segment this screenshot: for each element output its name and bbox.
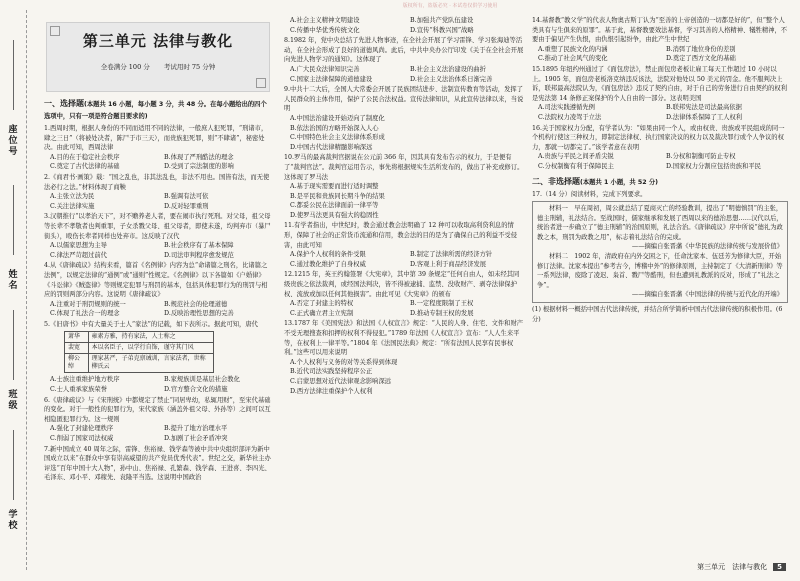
material-two: 材料二 1902 年，清政府在内外交困之下，任命沈家本、伍廷芳为修律大臣，开始修订法律。沈家本提出“参考古今，博稽中外”的修律原则，主持制定了《大清新刑律》等一系列法律，废除了凌迟、枭首、戮尸等酷刑，但也遭到礼教派的反对，形成了“礼法之争”。 [537,253,783,289]
question-stem: 17.（14 分）阅读材料，完成下列要求。 [532,190,647,198]
option[interactable]: C.分权制衡有利于保障民主 [538,162,614,170]
footer-unit: 第三单元 法律与教化 [697,563,768,571]
school-line [13,430,14,500]
question: 16.关于国家权力分配，有学者认为：“如果由同一个人，或由权贵、贵族或平民组成的同一个机构行使这三种权力，即制定法律权、执行国家决议的权力以及裁决罪行或个人争议的权力，那就一切都完了。”该学者意在表明 A.贵族与平民之间矛盾尖锐 B.分权和制衡可防止专权 C.分权制衡有利于保障民主 D.国家权力分割应包括贵族和平民 [532,124,788,172]
table-row: 裴宽 本以名臣子，以学行自饰，谨守其门风 [65,343,214,354]
option[interactable]: C.正式确立君主立宪制 [290,309,354,317]
question: 4.从《唐律疏议》结构来看，篇首《名例律》内容为总“命诸篇之刑名，比诸篇之法例”，以规定法律的“通例”或“通则”性规定。《名例律》以下各篇如《户婚律》《斗讼律》《贼盗律》等则规定犯罪与刑罚的基本，包括具体犯罪行为的刑罚与相应的罚则两部分内容。这说明《唐律疏议》 A.注重对于刑罚规则的统一 B.规范社会的伦理道德 C.体现了礼法合一的理念 D.反映治理性思想的完善 [44,261,272,319]
question: 6.《唐律疏议》与《宋刑统》中都规定了禁止“同居卑幼，私辄用财”，至宋代基础的变化。对于一般性的犯罪行为，宋代家族（涵盖外祖父母、外孙等）之间可以互相隐匿犯罪行为。这一规则 A.强化了封建伦理秩序 B.提升了地方治理水平 C.削弱了国家司法权威 D.加剧了社会矛盾冲突 [44,396,271,443]
option[interactable]: A.重塑了民族文化的内涵 [538,45,608,53]
question: 12.1215 年，英王约翰签署《大宪章》，其中第 39 条规定“任何自由人，如未经其同级贵族之依法裁判，或经国法判决，皆不得被逮捕、监禁、没收财产、剥夺法律保护权、流放或加以任何其他损害”。由此可见《大宪章》的颁布 A.否定了封建主的特权 B.一定程度限制了王权 C.正式确立君主立宪制 D.推动专制王权的发展 [284,270,524,318]
option[interactable]: D.反对轻罪重刑 [164,202,209,210]
section-title-choice: 一、选择题(本题共 16 小题，每小题 3 分，共 48 分。在每小题给出的四个选项中，只有一项是符合题目要求的) [44,99,267,120]
option[interactable]: D.使罗马法更具有强大的稳固性 [290,211,379,219]
option[interactable]: D.社会主义法治体系日渐完善 [410,75,493,83]
option[interactable]: B.强调有法可依 [164,193,209,201]
family-law-table [64,331,214,373]
option[interactable]: B.加强共产党队伍建设 [410,17,474,24]
question: 5.《旧唐书》中有大量关于士人“家法”的记载，如下表所示。据此可知，唐代 萧华 雍素方雅，持有家法，人士称之 裴宽 本以名臣子，以学行自饰，谨守其门风 柳公绰 理家甚严，子弟克禀诫训，言家法者，世称柳氏云 A.士族注重维护地方秩序 B.家规族训是基层社会教化 C.士人重承家族荣誉 D.官方整合文化的措施 [44,320,272,395]
banner-corner [256,78,266,88]
seat-number-label: 座位号 [8,125,18,157]
seat-number-line [13,40,14,110]
material-box [532,201,788,303]
material-source: ——摘编自张晋藩《中华民族的法律传统与发展价值》 [631,243,783,251]
question: 10.罗马的最高裁判官据说在公元前 366 年，因其具有发布告示的权力，于是便有了“裁判官法”。裁判官运用告示，事先将根据规实生活所发布的，做出了补充或修订。这体现了罗马法 A.基于现实需要而进行适时调整 B.是平民和贵族同长期斗争的结果 C.都妥公民在法律面前一律平等 D.使罗马法更具有强大的稳固性 [284,154,524,219]
question: 14.基督教“教父学”的代表人物奥古斯丁认为“至善的上帝创造的一切都是好的”，但“整个人类具有与生俱来的原罪”。基于此，基督教要效法基督，学习其善的人格精神、犠牲精神，不要由于偏见产生仇恨，由仇恨引起纷争，由此产生中世纪 A.重塑了民族文化的内涵 B.消弭了地位身份的差别 C.推动了社会风气的变化 D.奠定了西方文化的基础 [532,17,788,63]
option[interactable]: D.官方整合文化的措施 [164,386,228,394]
banner-corner [50,26,60,36]
unit-banner [46,22,270,92]
option[interactable]: B.依法治国的方略开始深入人心 [290,124,379,132]
option[interactable]: A.否定了封建主的特权 [290,300,354,308]
table-row: 柳公绰 理家甚严，子弟克禀诫训，言家法者，世称柳氏云 [65,354,214,373]
column-left [44,16,272,561]
question-requirement: (1) 根据材料一概括中国古代法律传统，并结合所学简析中国古代法律传统的积极作用。(6 分) [532,306,783,323]
option[interactable]: A.强化了封建伦理秩序 [50,425,114,433]
option[interactable]: C.律法严苛超过前代 [50,251,107,259]
option[interactable]: B.家规族训是基层社会教化 [164,376,240,384]
option[interactable]: D.客观上利于商品经济发展 [410,260,487,268]
option[interactable]: A.司法实践遵循先例 [538,104,595,112]
option[interactable]: D.司法审判程序愈发规范 [164,251,234,259]
option[interactable]: B.社会秩序有了基本保障 [164,242,234,250]
option[interactable]: A.士族注重维护地方秩序 [50,376,120,384]
column-right [532,16,788,536]
question: 2.《商君书·画策》载：“国之乱也，非其法乱也，非法不用也。国皆有法，而无使法必行之法。”材料体现了商鞅 A.主张立法为民 B.强调有法可依 C.关注法律实施 D.反对轻罪重刑 [44,173,272,211]
option[interactable]: D.宣传“科教兴国”战略 [410,26,474,34]
option[interactable]: D.加剧了社会矛盾冲突 [164,435,228,443]
option[interactable]: C.士人重承家族荣誉 [50,386,107,394]
option[interactable]: B.制定了法律所需的经济方针 [410,251,493,259]
option[interactable]: A.保护个人权利的条件受限 [290,251,366,259]
option[interactable]: D.国家权力分割应包括贵族和平民 [666,162,761,170]
question: 13.1787 年《美国宪法》和法国《人权宣言》规定：“人民的人身、住宅、文件和财产不受无理搜查和扣押的权利不得侵犯。”1789 年法国《人权宣言》宣布：“人人生来平等，在权利上一律平等。”1804 年《法国民法典》规定：“所有法国人民享有民事权利。”这些可以用来说明 A.个人权利与义务的对等关系得到体现 B.近代司法实践坚持程序公正 C.启蒙思想对近代法律观念影响深远 D.西方法律注重保护个人权利 [284,320,524,395]
question-17 [532,190,788,325]
option[interactable]: A.以儒家思想为主导 [50,242,107,250]
page-number: 5 [773,563,786,571]
option[interactable]: C.体现了礼法合一的理念 [50,310,120,318]
option[interactable]: C.法院权力凌驾于立法 [538,113,602,121]
option[interactable]: A.注重对于刑罚规则的统一 [50,300,126,308]
option[interactable]: C.奠定了古代法律的基础 [50,163,120,171]
binding-margin [0,0,42,581]
option[interactable]: B.社会主义法治建设的曲折 [410,65,486,73]
option[interactable]: B.分权和制衡可防止专权 [666,153,736,161]
option[interactable]: D.受到了宗法制度的影响 [164,163,234,171]
question [284,16,524,35]
material-one: 材料一 早在周初，周公就总结了夏商灭亡的经验教训，提出了“明德慎罚”的主张，德主刑辅，礼法结合。至战国时，儒家继承和发展了西周以来的德治思想……汉代以后，统治者进一步确立了“德主刑辅”的治国原则，礼法合治。《唐律疏议》序中所说“德礼为政教之本，刑罚为政教之用”，标志着礼法结合的完成。 [537,205,783,241]
question: 11.有学者指出，中世纪时，教会通过教会法明确了 12 种可以收取高利贷利息的情形，保障了社会的正常货币流通和信用，教会法的目的是为了确保自己的利益不受侵害，由此可知 A.保护个人权利的条件受限 B.制定了法律所需的经济方针 C.通过教化维护了自身权威 D.客观上利于商品经济发展 [284,221,524,269]
page-footer [691,561,786,573]
option[interactable]: D.中国古代法律精髓影响深远 [290,143,373,151]
name-line [13,185,14,255]
option[interactable]: D.西方法律注重保护个人权利 [290,387,373,395]
table-row: 萧华 雍素方雅，持有家法，人士称之 [65,332,214,343]
question: 8.1982 年，党中央总结了先进人物事迹，在全社会开展了学习雷锋、学习张海迪等活动，在全社会形成了良好的道德风尚。此后，中共中央办公厅印发《关于在全社会开展向先进人物学习的通知》。这体现了 A.广大民众法律知识完善 B.社会主义法治建设的曲折 C.国家主法律保障的道德建设 D.社会主义法治体系日渐完善 [284,37,524,83]
option[interactable]: D.反映治理性思想的完善 [164,310,234,318]
option[interactable]: D.法律体系保障了工人权利 [666,113,743,121]
material-source: ——摘编自张晋藩《中国法律的传统与近代化的开端》 [631,291,783,299]
cut-line [26,10,27,570]
question: 3.汉朝推行“以孝治天下”，对不赡养老人者，要在闹市执行死刑。对父母，祖父母等长辈不孝敬者也判重罪，子女杀戮父母、祖父母者，即使未遂，均判弃市（暴尸街头），殴伤长辈者同样也处弃市。这反映了汉代 A.以儒家思想为主导 B.社会秩序有了基本保障 C.律法严苛超过前代 D.司法审判程序愈发规范 [44,213,271,259]
question: 9.中共十二大后，全国人大常委会开展了民族团结进步、法制宣传教育等活动，发挥了人民群众的主体作用，保护了公民合法权益。宣传法律知识，从此宣传法律以来，当说明 A.中国法治建设开始迈向了制度化 B.依法治国的方略开始深入人心 C.中国特色社会主义法律体系形成 D.中国古代法律精髓影响深远 [284,86,524,151]
option[interactable]: A.个人权利与义务的对等关系得到体现 [290,358,398,366]
exam-info [47,63,269,73]
class-label: 班级 [8,390,18,411]
section-title-essay: 二、非选择题(本题共 1 小题，共 52 分) [532,176,659,186]
question: 15.1895 年纽约州通过了《面包房法》，禁止面包房老板让雇工每天工作超过 10 小时以上。1905 年，面包房老板洛克纳违反该法，法院对他处以 50 美元的罚金。他不服判决上诉，联邦最高法院认为，《面包房法》违反了契约自由，对于自己的劳务进行自由契约的权利是宪法第 14 条修正案保护的个人自由的一部分。这表明美国 A.司法实践遵循先例 B.联邦宪法是司法最高依据 C.法院权力凌驾于立法 D.法律体系保障了工人权利 [532,65,788,121]
option[interactable]: B.联邦宪法是司法最高依据 [666,104,742,112]
option[interactable]: A.目的在于稳定社会秩序 [50,153,120,161]
watermark: 版权所有，盗版必究 · 本试卷仅供学习使用 [402,3,498,9]
option[interactable]: B.体现了严刑酷法的理念 [164,153,234,161]
exam-time: 考试用时 75 分钟 [163,63,216,71]
option[interactable]: A.主张立法为民 [50,193,95,201]
option[interactable]: B.消弭了地位身份的差别 [666,45,736,53]
full-score: 全卷满分 100 分 [100,63,150,71]
class-line [13,310,14,380]
option[interactable]: C.推动了社会风气的变化 [538,55,608,63]
column-middle [284,16,524,561]
option[interactable]: B.提升了地方治理水平 [164,425,228,433]
option[interactable]: C.启蒙思想对近代法律观念影响深远 [290,377,392,385]
name-label: 姓名 [8,270,18,291]
option[interactable]: A.中国法治建设开始迈向了制度化 [290,114,385,122]
option[interactable]: A.社会主义精神文明建设 [290,17,360,24]
option[interactable]: C.都妥公民在法律面前一律平等 [290,202,379,210]
option[interactable]: C.中国特色社会主义法律体系形成 [290,134,385,142]
question: 7.新中国成立 40 周年之际，雷锋、焦裕禄、钱学森等被中共中央组织部评为新中国成立以来“在群众中享有崇高威望的共产党员优秀代表”。世纪之交，新华社主办评选“百年中国十大人物”，孙中山、焦裕禄、孔繁森、钱学森、王进喜、李四光、毛泽东、邓小平、邓稼先、袁隆平当选。这说明中国政治 [44,445,271,482]
question: 1.西周时期，根据人身份的不同而适用不同的法律，一般庶人犯死罪，“刑诸市，肆之三日”（将被处决者，陈尸于市三天），而贵族犯死罪，则“不肆诸”，秘密处决。由此可知，西周法律 A.目的在于稳定社会秩序 B.体现了严刑酷法的理念 C.奠定了古代法律的基础 D.受到了宗法制度的影响 [44,124,272,172]
option[interactable]: C.传播中华优秀传统文化 [290,26,360,34]
unit-title: 第三单元 法律与教化 [82,32,234,50]
option[interactable]: D.推动专制王权的发展 [410,309,474,317]
option[interactable]: B.一定程度限制了王权 [410,300,474,308]
option[interactable]: C.削弱了国家司法权威 [50,435,114,443]
option[interactable]: B.近代司法实践坚持程序公正 [290,368,373,376]
option[interactable]: A.贵族与平民之间矛盾尖锐 [538,153,614,161]
option[interactable]: A.广大民众法律知识完善 [290,65,360,73]
option[interactable]: B.规范社会的伦理道德 [164,300,228,308]
option[interactable]: C.关注法律实施 [50,202,95,210]
school-label: 学校 [8,510,18,531]
option[interactable]: A.基于现实需要而进行适时调整 [290,183,379,191]
option[interactable]: B.是平民和贵族同长期斗争的结果 [290,192,385,200]
option[interactable]: C.国家主法律保障的道德建设 [290,75,373,83]
option[interactable]: C.通过教化维护了自身权威 [290,260,366,268]
option[interactable]: D.奠定了西方文化的基础 [666,55,736,63]
